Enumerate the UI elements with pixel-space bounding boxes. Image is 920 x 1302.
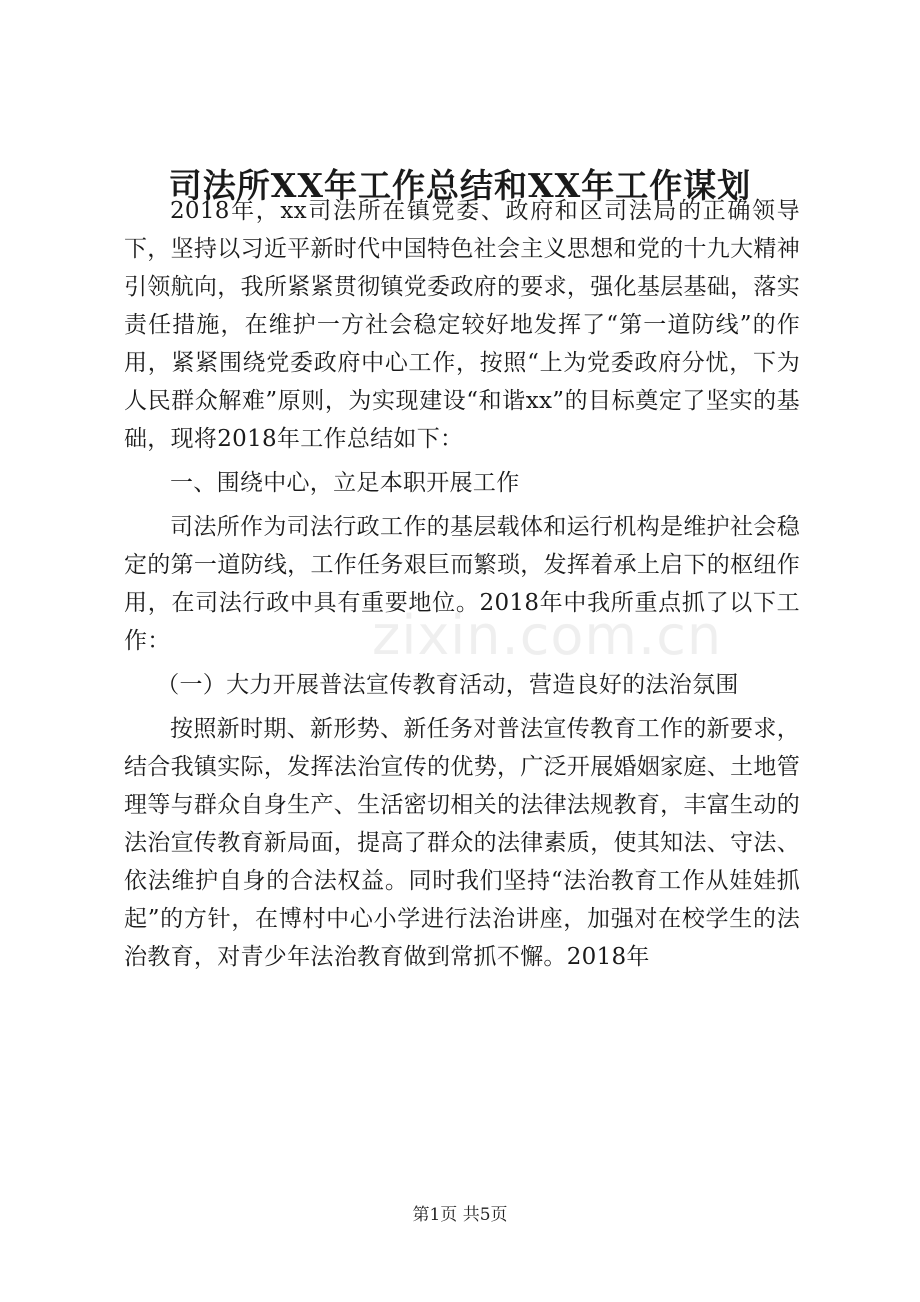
watermark: zixin.com.cn	[372, 604, 723, 667]
section-heading-1: 一、围绕中心，立足本职开展工作	[170, 470, 520, 496]
paragraph-section-1: 司法所作为司法行政工作的基层载体和运行机构是维护社会稳定的第一道防线，工作任务艰巨而繁琐，发挥着承上启下的枢纽作用，在司法行政中具有重要地位。2018年中我所重点抓了以下工作：	[124, 514, 800, 654]
document-body	[124, 192, 800, 982]
page-footer: 第1页 共5页	[412, 1205, 508, 1225]
paragraph-intro: 2018年，xx司法所在镇党委、政府和区司法局的正确领导下，坚持以习近平新时代中国特色社会主义思想和党的十九大精神引领航向，我所紧紧贯彻镇党委政府的要求，强化基层基础，落实责任措施，在维护一方社会稳定较好地发挥了“第一道防线”的作用，紧紧围绕党委政府中心工作，按照“上为党委政府分忧，下为人民群众解难”原则，为实现建设“和谐xx”的目标奠定了坚实的基础，现将2018年工作总结如下：	[124, 198, 800, 452]
document-title: 司法所XX年工作总结和XX年工作谋划	[168, 166, 752, 205]
subsection-heading-1: （一）大力开展普法宣传教育活动，营造良好的法治氛围	[156, 672, 739, 698]
paragraph-subsection-1: 按照新时期、新形势、新任务对普法宣传教育工作的新要求，结合我镇实际，发挥法治宣传的优势，广泛开展婚姻家庭、土地管理等与群众自身生产、生活密切相关的法律法规教育，丰富生动的法治宣传教育新局面，提高了群众的法律素质，使其知法、守法、依法维护自身的合法权益。同时我们坚持“法治教育工作从娃娃抓起”的方针，在博村中心小学进行法治讲座，加强对在校学生的法治教育，对青少年法治教育做到常抓不懈。2018年	[124, 716, 800, 970]
